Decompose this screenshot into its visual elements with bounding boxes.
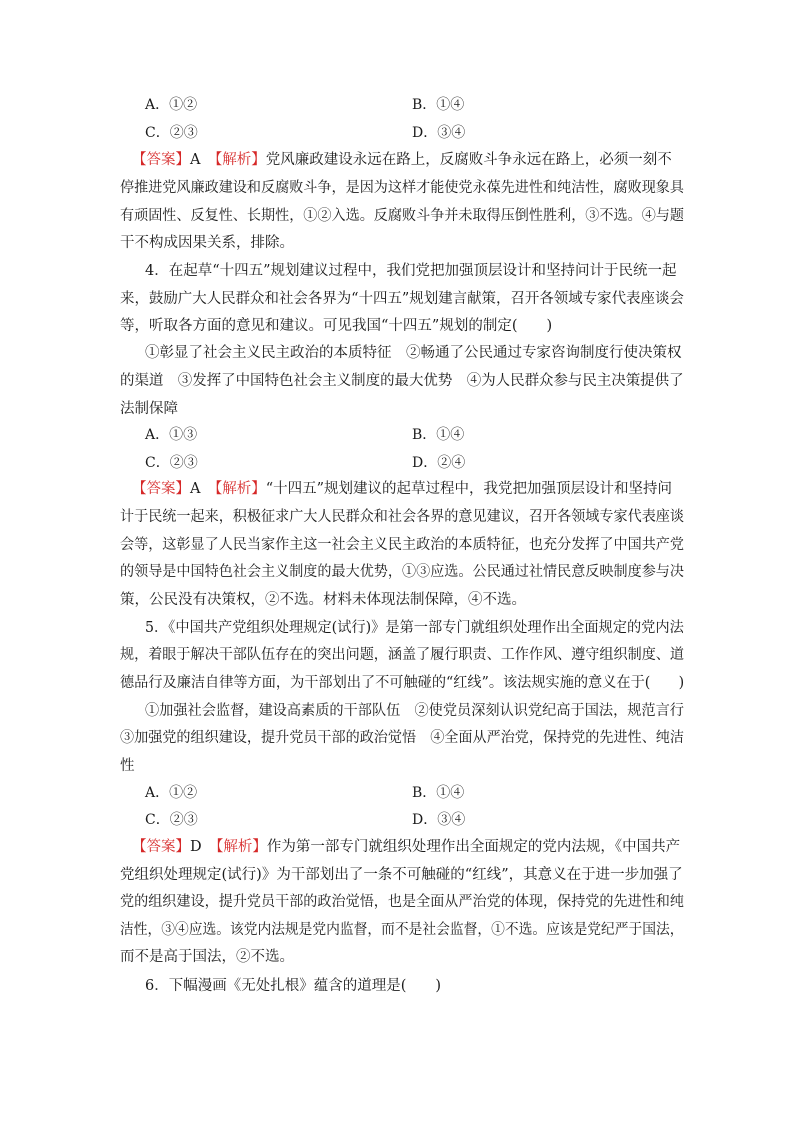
q4-analysis-line: 计于民统一起来，积极征求广大人民群众和社会各界的意见建议，召开各领域专家代表座谈 bbox=[120, 509, 684, 525]
q4-option-b: B．①④ bbox=[412, 427, 465, 443]
q4-analysis-line: 的领导是中国特色社会主义制度的最大优势，①③应选。公民通过社情民意反映制度参与决 bbox=[120, 564, 684, 580]
q5-stem-line: 规，着眼于解决干部队伍存在的突出问题，涵盖了履行职责、工作作风、遵守组织制度、道 bbox=[120, 647, 684, 663]
q3-analysis-line: 干不构成因果关系，排除。 bbox=[120, 235, 294, 251]
q5-option-b: B．①④ bbox=[412, 785, 465, 801]
analysis-tag: 【解析】 bbox=[214, 481, 266, 497]
q5-choice-line: ③加强党的组织建设，提升党员干部的政治觉悟 ④全面从严治党，保持党的先进性、纯洁 bbox=[120, 730, 684, 746]
q4-choice-line: ①彰显了社会主义民主政治的本质特征 ②畅通了公民通过专家咨询制度行使决策权 bbox=[145, 345, 682, 361]
q3-answer-line bbox=[132, 151, 672, 169]
answer-value: A bbox=[190, 152, 201, 168]
q4-choice-line: 的渠道 ③发挥了中国特色社会主义制度的最大优势 ④为人民群众参与民主决策提供了 bbox=[120, 373, 684, 389]
q3-option-a: A．①② bbox=[145, 97, 198, 113]
q5-option-c: C．②③ bbox=[145, 812, 198, 828]
q4-answer-line bbox=[132, 480, 672, 498]
analysis-text: 党风廉政建设永远在路上，反腐败斗争永远在路上，必须一刻不 bbox=[265, 152, 672, 168]
q5-choice-line: ①加强社会监督，建设高素质的干部队伍 ②使党员深刻认识党纪高于国法，规范言行 bbox=[145, 703, 684, 719]
q5-analysis-line: 党组织处理规定(试行)》为干部划出了一条不可触碰的“红线”，其意义在于进一步加强了 bbox=[120, 867, 683, 883]
q5-analysis-line: 党的组织建设，提升党员干部的政治觉悟，也是全面从严治党的体现，保持党的先进性和纯 bbox=[120, 894, 684, 910]
q3-option-c: C．②③ bbox=[145, 125, 198, 141]
analysis-tag: 【解析】 bbox=[214, 152, 266, 168]
q4-option-a: A．①③ bbox=[145, 427, 198, 443]
q4-option-d: D．②④ bbox=[412, 455, 466, 471]
answer-value: A bbox=[190, 481, 201, 497]
q3-option-d: D．③④ bbox=[412, 125, 466, 141]
q4-stem-line: 等，听取各方面的意见和建议。可见我国“十四五”规划的制定( ) bbox=[120, 318, 553, 334]
q5-choice-line: 性 bbox=[120, 758, 135, 774]
q5-analysis-line: 洁性，③④应选。该党内法规是党内监督，而不是社会监督，①不选。应该是党纪严于国法， bbox=[120, 922, 684, 938]
q4-analysis-line: 会等，这彰显了人民当家作主这一社会主义民主政治的本质特征，也充分发挥了中国共产党 bbox=[120, 537, 684, 553]
answer-tag: 【答案】 bbox=[132, 481, 190, 497]
q4-option-c: C．②③ bbox=[145, 455, 198, 471]
q4-stem-line: 来，鼓励广大人民群众和社会各界为“十四五”规划建言献策，召开各领域专家代表座谈会 bbox=[120, 291, 684, 307]
answer-tag: 【答案】 bbox=[132, 152, 190, 168]
q4-stem-line: 4．在起草“十四五”规划建议过程中，我们党把加强顶层设计和坚持问计于民统一起 bbox=[145, 263, 677, 279]
q5-answer-line bbox=[132, 838, 680, 856]
q4-analysis-line: 策，公民没有决策权，②不选。材料未体现法制保障，④不选。 bbox=[120, 592, 526, 608]
analysis-text: “十四五”规划建议的起草过程中，我党把加强顶层设计和坚持问 bbox=[265, 481, 673, 497]
q5-analysis-line: 而不是高于国法，②不选。 bbox=[120, 949, 294, 965]
q4-choice-line: 法制保障 bbox=[120, 401, 178, 417]
q3-option-b: B．①④ bbox=[412, 97, 465, 113]
q5-option-a: A．①② bbox=[145, 785, 198, 801]
analysis-tag: 【解析】 bbox=[216, 839, 267, 855]
answer-tag: 【答案】 bbox=[132, 839, 190, 855]
q5-stem-line: 5．《中国共产党组织处理规定(试行)》是第一部专门就组织处理作出全面规定的党内法 bbox=[145, 620, 684, 636]
answer-value: D bbox=[190, 839, 202, 855]
q5-option-d: D．③④ bbox=[412, 812, 466, 828]
analysis-text: 作为第一部专门就组织处理作出全面规定的党内法规，《中国共产 bbox=[266, 839, 681, 855]
q6-stem-line: 6．下幅漫画《无处扎根》蕴含的道理是( ) bbox=[145, 978, 442, 994]
q3-analysis-line: 有顽固性、反复性、长期性，①②入选。反腐败斗争并未取得压倒性胜利，③不选。④与题 bbox=[120, 208, 684, 224]
q5-stem-line: 德品行及廉洁自律等方面，为干部划出了不可触碰的“红线”。该法规实施的意义在于( ) bbox=[120, 675, 685, 691]
q3-analysis-line: 停推进党风廉政建设和反腐败斗争，是因为这样才能使党永葆先进性和纯洁性，腐败现象具 bbox=[120, 180, 684, 196]
